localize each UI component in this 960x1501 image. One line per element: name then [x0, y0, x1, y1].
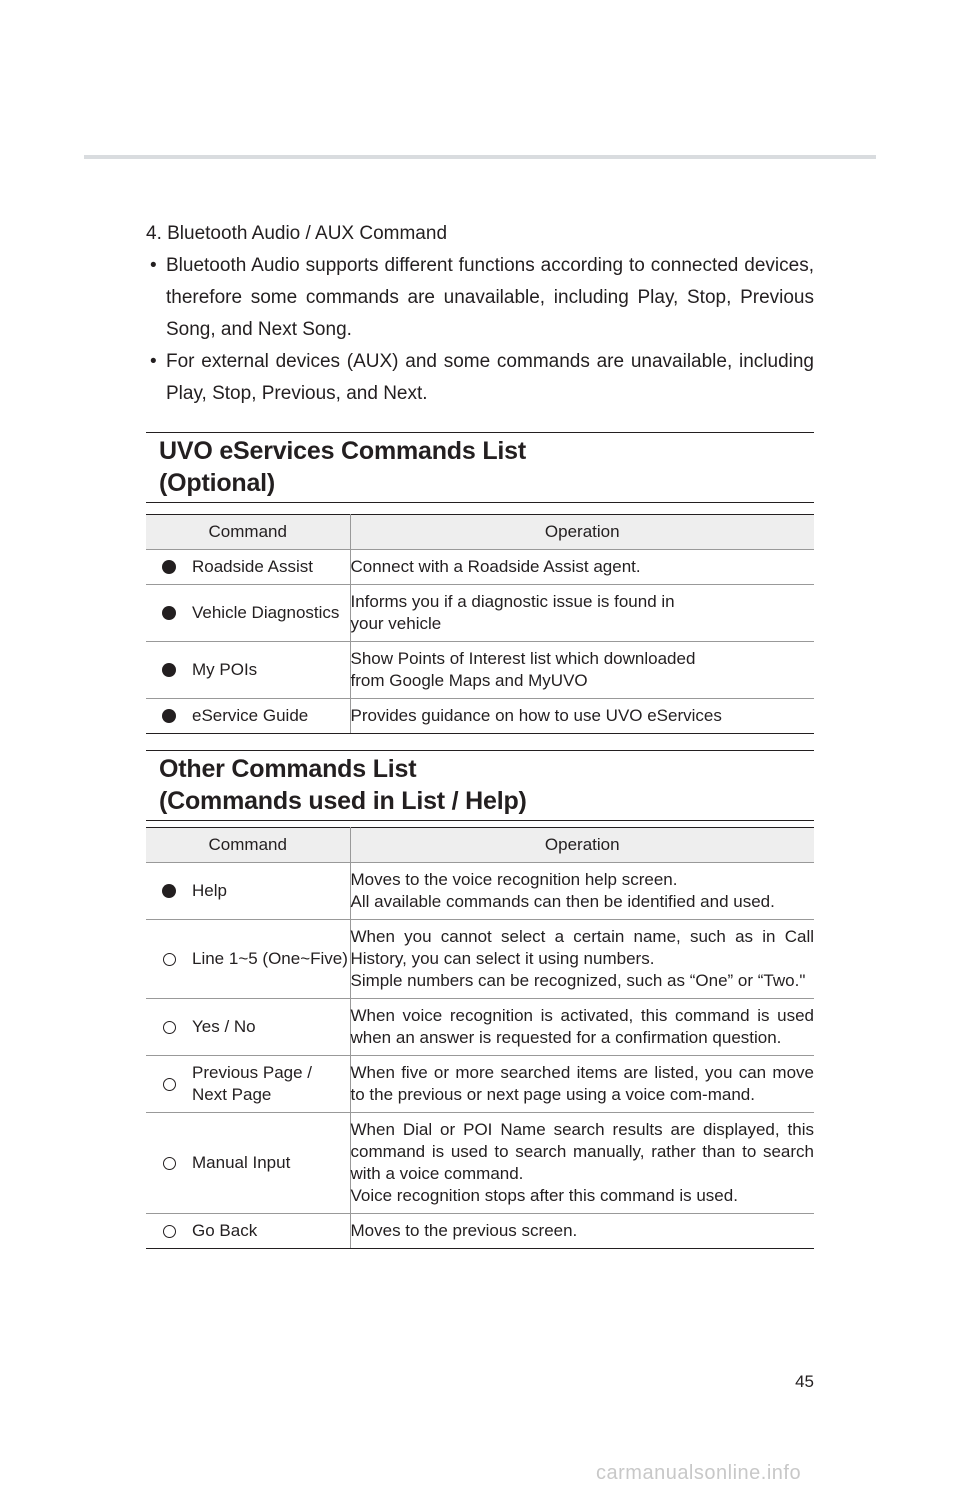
operation-text: All available commands can then be identified and used.: [350, 892, 775, 911]
operation-text: Show Points of Interest list which downloaded: [350, 649, 696, 668]
command-name: Yes / No: [192, 999, 350, 1056]
table-header-row: [146, 828, 814, 863]
command-operation: [350, 1056, 814, 1113]
bullet-item: [146, 346, 814, 410]
bullet-text: For external devices (AUX) and some commands are unavailable, including Play, Stop, Previous, and Next.: [166, 351, 814, 404]
filled-circle-icon: [162, 606, 176, 620]
operation-text: your vehicle: [350, 614, 442, 633]
uvo-commands-table: [146, 514, 814, 734]
command-operation: [350, 920, 814, 999]
other-section-title: [146, 750, 814, 821]
command-name: My POIs: [192, 642, 350, 699]
uvo-section-title: [146, 432, 814, 503]
command-name: eService Guide: [192, 699, 350, 734]
operation-text: Moves to the voice recognition help screen.: [350, 870, 678, 889]
hollow-circle-icon: [163, 1021, 176, 1034]
table-row: [146, 1214, 814, 1249]
row-marker-cell: [146, 920, 192, 999]
operation-text: When voice recognition is activated, this command is used when an answer is requested for a confirmation question.: [350, 1006, 814, 1047]
column-header-command: Command: [146, 828, 350, 863]
title-line: UVO eServices Commands List: [159, 437, 526, 465]
operation-text: Moves to the previous screen.: [350, 1221, 578, 1240]
command-operation: [350, 1214, 814, 1249]
filled-circle-icon: [162, 560, 176, 574]
column-header-command: Command: [146, 515, 350, 550]
operation-text: from Google Maps and MyUVO: [350, 671, 588, 690]
bullet-text: Bluetooth Audio supports different functions according to connected devices, therefore some commands are unavailable, including Play, Stop, Previous Song, and Next Song.: [166, 255, 814, 340]
command-operation: [350, 550, 814, 585]
row-marker-cell: [146, 585, 192, 642]
row-marker-cell: [146, 999, 192, 1056]
table-header-row: [146, 515, 814, 550]
operation-text: Voice recognition stops after this command is used.: [350, 1186, 738, 1205]
operation-text: When Dial or POI Name search results are displayed, this command is used to search manually, rather than to search with a voice command.: [350, 1120, 814, 1183]
title-line: (Optional): [159, 469, 276, 497]
table-row: [146, 863, 814, 920]
table-row: [146, 1056, 814, 1113]
row-marker-cell: [146, 550, 192, 585]
row-marker-cell: [146, 1113, 192, 1214]
watermark: carmanualsonline.info: [596, 1462, 802, 1484]
operation-text: When you cannot select a certain name, such as in Call History, you can select it using numbers.: [350, 927, 814, 968]
command-operation: [350, 1113, 814, 1214]
other-commands-table: [146, 827, 814, 1249]
title-line: (Commands used in List / Help): [159, 787, 527, 815]
command-name: Go Back: [192, 1214, 350, 1249]
row-marker-cell: [146, 863, 192, 920]
row-marker-cell: [146, 1056, 192, 1113]
table-row: [146, 920, 814, 999]
header-rule: [84, 155, 876, 159]
title-line: Other Commands List: [159, 755, 417, 783]
bullet-dot: •: [150, 351, 157, 372]
command-operation: [350, 585, 814, 642]
hollow-circle-icon: [163, 1157, 176, 1170]
table-row: [146, 550, 814, 585]
page-number: 45: [795, 1372, 814, 1391]
command-name: Manual Input: [192, 1113, 350, 1214]
operation-text: Provides guidance on how to use UVO eServices: [350, 706, 722, 725]
command-name: Roadside Assist: [192, 550, 350, 585]
command-operation: [350, 699, 814, 734]
table-row: [146, 999, 814, 1056]
table-row: [146, 642, 814, 699]
table-row: [146, 699, 814, 734]
hollow-circle-icon: [163, 1225, 176, 1238]
hollow-circle-icon: [163, 953, 176, 966]
hollow-circle-icon: [163, 1078, 176, 1091]
section-heading: 4. Bluetooth Audio / AUX Command: [146, 223, 448, 244]
filled-circle-icon: [162, 663, 176, 677]
command-name: Help: [192, 863, 350, 920]
bullet-dot: •: [150, 255, 157, 276]
table-row: [146, 1113, 814, 1214]
command-name: Previous Page / Next Page: [192, 1056, 350, 1113]
column-header-operation: Operation: [350, 828, 814, 863]
operation-text: Connect with a Roadside Assist agent.: [350, 557, 641, 576]
bluetooth-aux-section: [146, 218, 814, 410]
row-marker-cell: [146, 699, 192, 734]
table-row: [146, 585, 814, 642]
operation-text: Simple numbers can be recognized, such as “One” or “Two.": [350, 971, 806, 990]
command-operation: [350, 642, 814, 699]
filled-circle-icon: [162, 884, 176, 898]
row-marker-cell: [146, 1214, 192, 1249]
bullet-item: [146, 250, 814, 346]
column-header-operation: Operation: [350, 515, 814, 550]
row-marker-cell: [146, 642, 192, 699]
operation-text: Informs you if a diagnostic issue is found in: [350, 592, 675, 611]
command-operation: [350, 863, 814, 920]
command-name: Vehicle Diagnostics: [192, 585, 350, 642]
operation-text: When five or more searched items are listed, you can move to the previous or next page using a voice com-mand.: [350, 1063, 814, 1104]
filled-circle-icon: [162, 709, 176, 723]
command-name: Line 1~5 (One~Five): [192, 920, 350, 999]
command-operation: [350, 999, 814, 1056]
